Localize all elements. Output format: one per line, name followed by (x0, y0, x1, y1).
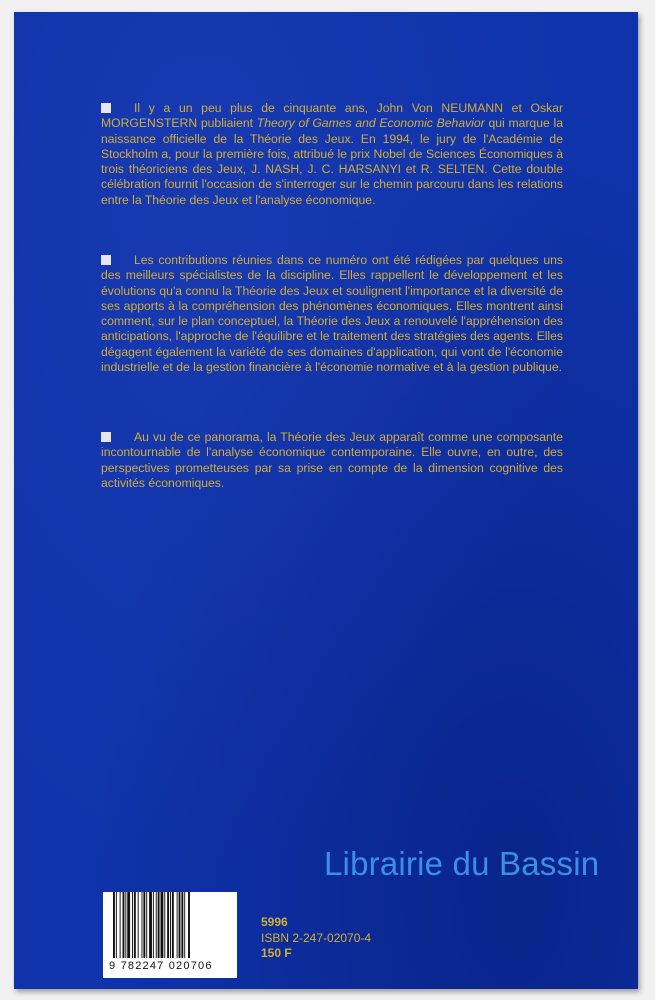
isbn-number: ISBN 2-247-02070-4 (261, 930, 372, 945)
barcode-bars-icon (113, 892, 233, 958)
paragraph-1-text-b: qui marque la naissance officielle de la Théorie des Jeux. En 1994, le jury de l'Académie de Stockholm a, pour la première fois, attribué le prix Nobel de Sciences Économiques à trois théoriciens des Jeux, J. NASH, J. C. HARSANYI et R. SELTEN. Cette double célébration fournit l'occasion de s'interroger sur le chemin parcouru dans les relations entre la Théorie des Jeux et l'analyse économique. (101, 116, 563, 207)
blurb-paragraph-2 (101, 253, 563, 375)
blurb-paragraph-3 (101, 430, 563, 491)
publication-info (261, 915, 371, 962)
blurb-paragraph-1 (101, 101, 563, 208)
barcode-digits: 9 782247 020706 (109, 960, 213, 972)
book-title-italic: Theory of Games and Economic Behavior (256, 116, 485, 131)
square-bullet-icon (101, 255, 111, 265)
square-bullet-icon (101, 432, 111, 442)
paragraph-1-text-a: Il y a un peu plus de cinquante ans, John Von NEUMANN et Oskar MORGENSTERN publiaient (101, 101, 563, 131)
bookstore-watermark: Librairie du Bassin (324, 845, 600, 882)
price-label: 150 F (261, 946, 292, 960)
book-back-cover (14, 12, 638, 989)
paragraph-2-text: Les contributions réunies dans ce numéro ont été rédigées par quelques uns des meilleurs spécialistes de la discipline. Elles rappellent le développement et les évolutions qu'a connu la Théorie des Jeux et soulignent l'importance et la diversité de ses apports à la compréhension des phénomènes économiques. Elles montrent ainsi comment, sur le plan conceptuel, la Théorie des Jeux a renouvelé l'appréhension des anticipations, l'approche de l'équilibre et le traitement des stratégies des agents. Elles dégagent également la variété de ses domaines d'application, qui vont de l'économie industrielle et de la gestion financière à l'économie normative et à la gestion publique. (101, 253, 563, 375)
catalog-code: 5996 (261, 915, 288, 929)
paragraph-3-text: Au vu de ce panorama, la Théorie des Jeux apparaît comme une composante incontournable de l'analyse économique contemporaine. Elle ouvre, en outre, des perspectives prometteuses par sa prise en compte de la dimension cognitive des activités économiques. (101, 430, 563, 490)
barcode (103, 892, 237, 978)
square-bullet-icon (101, 103, 111, 113)
